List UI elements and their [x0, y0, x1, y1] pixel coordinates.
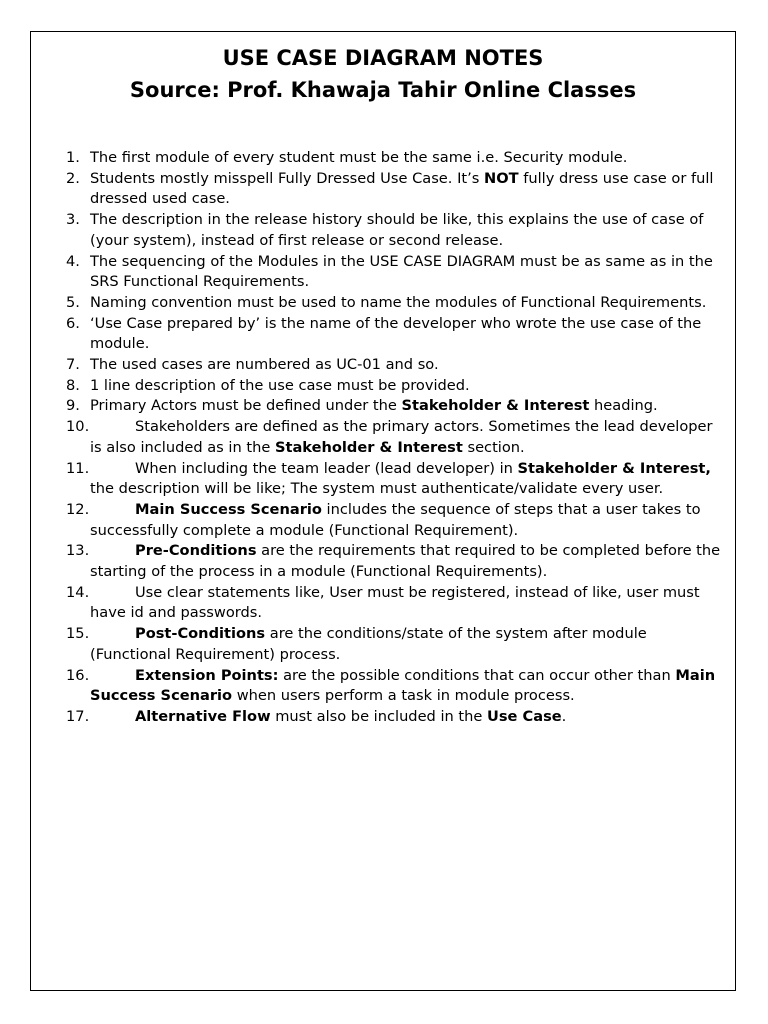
note-text: .	[561, 707, 567, 725]
note-text: when users perform a task in module process.	[232, 687, 575, 705]
note-text: Students mostly misspell Fully Dressed Use Case. It’s	[90, 169, 484, 187]
note-item	[66, 459, 726, 500]
note-item	[66, 355, 726, 376]
note-emphasis: Main Success Scenario	[135, 500, 322, 518]
note-text: section.	[462, 438, 525, 456]
note-emphasis: Extension Points:	[135, 666, 279, 684]
note-text: are the possible conditions that can occur other than	[278, 666, 676, 684]
note-text: The first module of every student must be the same i.e. Security module.	[90, 149, 628, 166]
note-number: 7.	[66, 356, 80, 374]
note-number: 13.	[66, 542, 90, 560]
note-number: 11.	[66, 459, 90, 477]
note-item	[66, 624, 726, 665]
note-item	[66, 252, 726, 293]
note-number: 17.	[66, 707, 90, 725]
note-number: 3.	[66, 211, 80, 229]
note-emphasis: Post-Conditions	[135, 625, 266, 643]
document-source: Source: Prof. Khawaja Tahir Online Classes	[129, 78, 637, 102]
note-item	[66, 707, 726, 728]
note-text: heading.	[589, 397, 658, 415]
note-item	[66, 314, 726, 355]
note-number: 14.	[66, 583, 90, 601]
note-text: includes the sequence of steps that a user takes to successfully complete a module (Functional Requirement).	[90, 500, 701, 539]
note-text: The description in the release history should be like, this explains the use of case of (your system), instead of first release or second release.	[90, 211, 704, 249]
note-number: 8.	[66, 376, 80, 394]
note-text: Use clear statements like, User must be registered, instead of like, user must have id and passwords.	[90, 583, 700, 622]
note-item	[66, 293, 726, 314]
note-number: 5.	[66, 293, 80, 311]
note-number: 10.	[66, 418, 90, 436]
note-emphasis: Stakeholder & Interest,	[517, 459, 711, 477]
note-item	[66, 376, 726, 397]
note-text: The sequencing of the Modules in the USE CASE DIAGRAM must be as same as in the SRS Functional Requirements.	[90, 252, 713, 291]
note-item	[66, 210, 726, 251]
note-number: 6.	[66, 314, 80, 332]
note-emphasis: Stakeholder & Interest	[401, 397, 590, 415]
note-text: are the conditions/state of the system after module (Functional Requirement) process.	[90, 625, 647, 663]
note-text: When including the team leader (lead developer) in	[135, 459, 518, 477]
note-item	[66, 417, 726, 458]
note-text: 1 line description of the use case must be provided.	[90, 376, 470, 394]
note-text: The used cases are numbered as UC-01 and so.	[90, 356, 439, 374]
note-number: 16.	[66, 666, 90, 684]
note-emphasis: NOT	[483, 169, 519, 187]
note-number: 9.	[66, 397, 80, 415]
note-emphasis: Use Case	[487, 707, 562, 725]
note-number: 15.	[66, 625, 90, 643]
note-text: must also be included in the	[270, 707, 487, 725]
note-text: fully dress use case or full dressed used case.	[90, 169, 714, 208]
notes-list	[66, 148, 726, 728]
note-text: Stakeholders are defined as the primary actors. Sometimes the lead developer is also included as in the	[90, 418, 713, 456]
note-item	[66, 148, 726, 169]
note-item	[66, 396, 726, 417]
note-number: 4.	[66, 252, 80, 270]
note-emphasis: Stakeholder & Interest	[274, 438, 463, 456]
note-text: Naming convention must be used to name the modules of Functional Requirements.	[90, 293, 707, 311]
note-item	[66, 169, 726, 210]
note-number: 12.	[66, 500, 90, 518]
document-title: USE CASE DIAGRAM NOTES	[222, 46, 544, 70]
note-item	[66, 666, 726, 707]
note-item	[66, 583, 726, 624]
note-text: Primary Actors must be defined under the	[90, 397, 402, 415]
note-emphasis: Main Success Scenario	[90, 666, 716, 705]
note-text: the description will be like; The system must authenticate/validate every user.	[90, 480, 664, 498]
note-text: are the requirements that required to be completed before the starting of the process in a module (Functional Requirements).	[90, 542, 721, 581]
note-item	[66, 541, 726, 582]
note-number: 2.	[66, 169, 80, 187]
note-text: ‘Use Case prepared by’ is the name of the developer who wrote the use case of the module.	[90, 314, 702, 353]
note-emphasis: Alternative Flow	[135, 707, 271, 725]
note-item	[66, 500, 726, 541]
note-emphasis: Pre-Conditions	[135, 542, 257, 560]
note-number: 1.	[66, 149, 80, 166]
